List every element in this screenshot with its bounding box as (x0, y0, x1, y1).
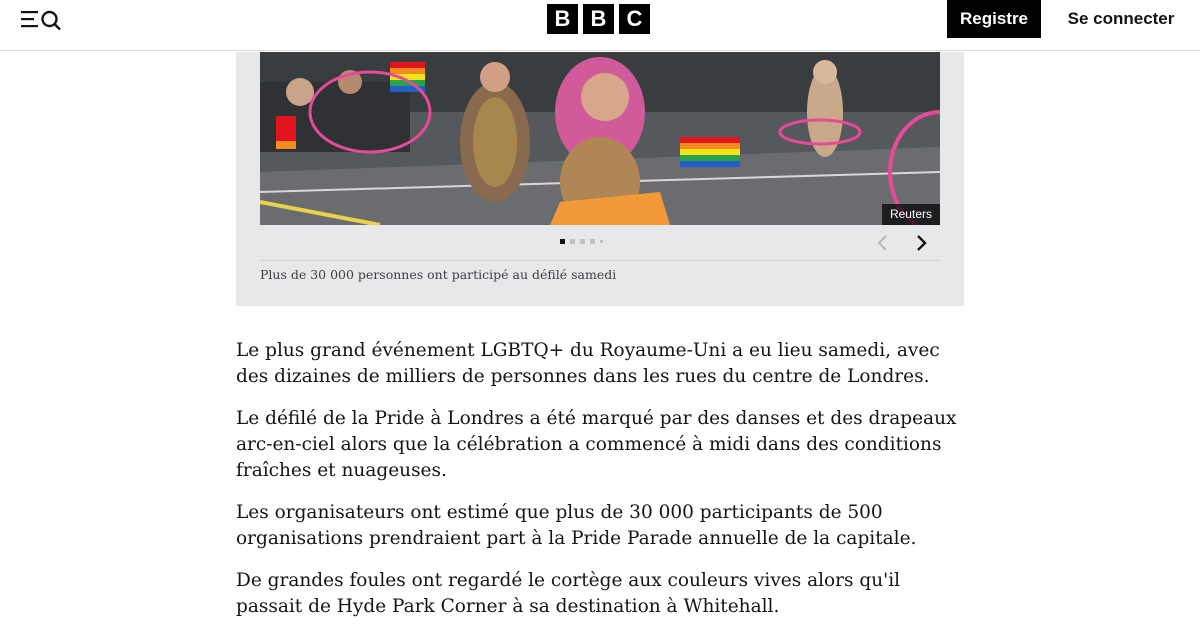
article-paragraph: Les organisateurs ont estimé que plus de 30 000 participants de 500 organisations prendraient part à la Pride Parade annuelle de la capitale. (236, 502, 917, 549)
article-paragraph: Le défilé de la Pride à Londres a été marqué par des danses et des drapeaux arc-en-ciel alors que la célébration a commencé à midi dans des conditions fraîches et nuageuses. (236, 408, 957, 481)
logo-letter-b1: B (547, 4, 578, 34)
logo-letter-b2: B (583, 4, 614, 34)
carousel-dot[interactable] (580, 239, 585, 244)
chevron-right-icon[interactable] (912, 233, 930, 253)
parade-photo (260, 52, 940, 225)
photo-credit: Reuters (882, 204, 940, 225)
article-body (236, 338, 971, 636)
menu-search-icon[interactable] (21, 8, 65, 32)
bbc-logo[interactable] (547, 4, 650, 34)
caption-divider (260, 260, 940, 261)
site-header (0, 0, 1200, 51)
article-paragraph: De grandes foules ont regardé le cortège aux couleurs vives alors qu'il passait de Hyde Park Corner à sa destination à Whitehall. (236, 570, 901, 617)
carousel-dot[interactable] (600, 240, 603, 243)
carousel-dots (560, 239, 603, 244)
carousel-dot[interactable] (560, 239, 565, 244)
article-paragraph: Le plus grand événement LGBTQ+ du Royaume-Uni a eu lieu samedi, avec des dizaines de milliers de personnes dans les rues du centre de Londres. (236, 340, 940, 387)
logo-letter-c: C (619, 4, 650, 34)
image-carousel (236, 52, 964, 306)
carousel-dot[interactable] (570, 239, 575, 244)
sign-in-link[interactable]: Se connecter (1067, 9, 1175, 28)
carousel-dot[interactable] (590, 239, 595, 244)
chevron-left-icon[interactable] (874, 233, 892, 253)
image-caption: Plus de 30 000 personnes ont participé au défilé samedi (260, 267, 617, 282)
register-button[interactable]: Registre (947, 0, 1041, 38)
